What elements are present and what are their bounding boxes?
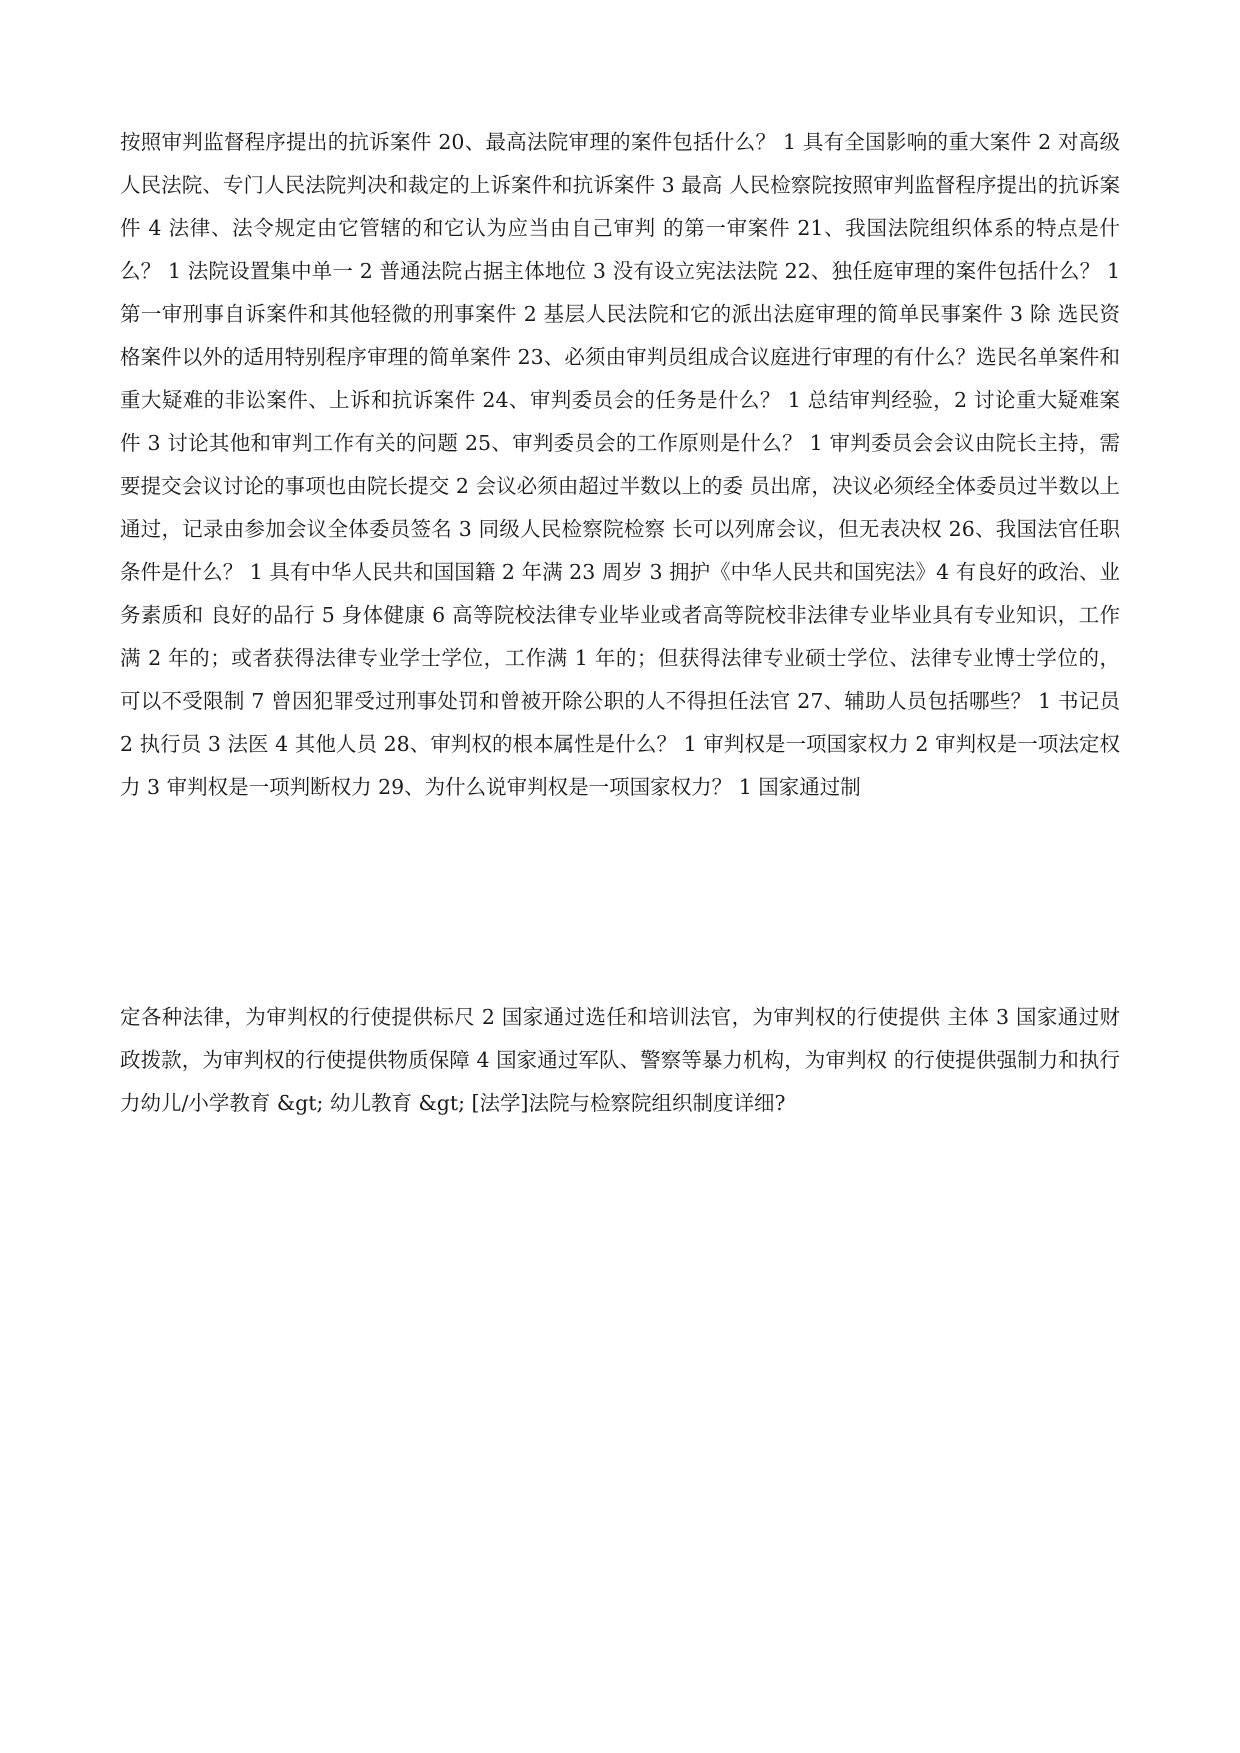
body-paragraph-1: 按照审判监督程序提出的抗诉案件 20、最高法院审理的案件包括什么？ 1 具有全国影响的重大案件 2 对高级人民法院、专门人民法院判决和裁定的上诉案件和抗诉案件 3 最高 人民检察院按照审判监督程序提出的抗诉案件 4 法律、法令规定由它管辖的和它认为应当由自己审判 的第一审案件 21、我国法院组织体系的特点是什么？ 1 法院设置集中单一 2 普通法院占据主体地位 3 没有设立宪法法院 22、独任庭审理的案件包括什么？ 1 第一审刑事自诉案件和其他轻微的刑事案件 2 基层人民法院和它的派出法庭审理的简单民事案件 3 除 选民资格案件以外的适用特别程序审理的简单案件 23、必须由审判员组成合议庭进行审理的有什么？选民名单案件和重大疑难的非讼案件、上诉和抗诉案件 24、审判委员会的任务是什么？ 1 总结审判经验，2 讨论重大疑难案件 3 讨论其他和审判工作有关的问题 25、审判委员会的工作原则是什么？ 1 审判委员会会议由院长主持，需要提交会议讨论的事项也由院长提交 2 会议必须由超过半数以上的委 员出席，决议必须经全体委员过半数以上通过，记录由参加会议全体委员签名 3 同级人民检察院检察 长可以列席会议，但无表决权 26、我国法官任职条件是什么？ 1 具有中华人民共和国国籍 2 年满 23 周岁 3 拥护《中华人民共和国宪法》4 有良好的政治、业务素质和 良好的品行 5 身体健康 6 高等院校法律专业毕业或者高等院校非法律专业毕业具有专业知识，工作满 2 年的；或者获得法律专业学士学位，工作满 1 年的；但获得法律专业硕士学位、法律专业博士学位的， 可以不受限制 7 曾因犯罪受过刑事处罚和曾被开除公职的人不得担任法官 27、辅助人员包括哪些？ 1 书记员 2 执行员 3 法医 4 其他人员 28、审判权的根本属性是什么？ 1 审判权是一项国家权力 2 审判权是一项法定权力 3 审判权是一项判断权力 29、为什么说审判权是一项国家权力？ 1 国家通过制	[120, 130, 1120, 799]
body-paragraph-2: 定各种法律，为审判权的行使提供标尺 2 国家通过选任和培训法官，为审判权的行使提供 主体 3 国家通过财政拨款，为审判权的行使提供物质保障 4 国家通过军队、警察等暴力机构，为审判权 的行使提供强制力和执行力幼儿/小学教育 &gt; 幼儿教育 &gt; [法学]法院与检察院组织制度详细?	[120, 1005, 1120, 1115]
